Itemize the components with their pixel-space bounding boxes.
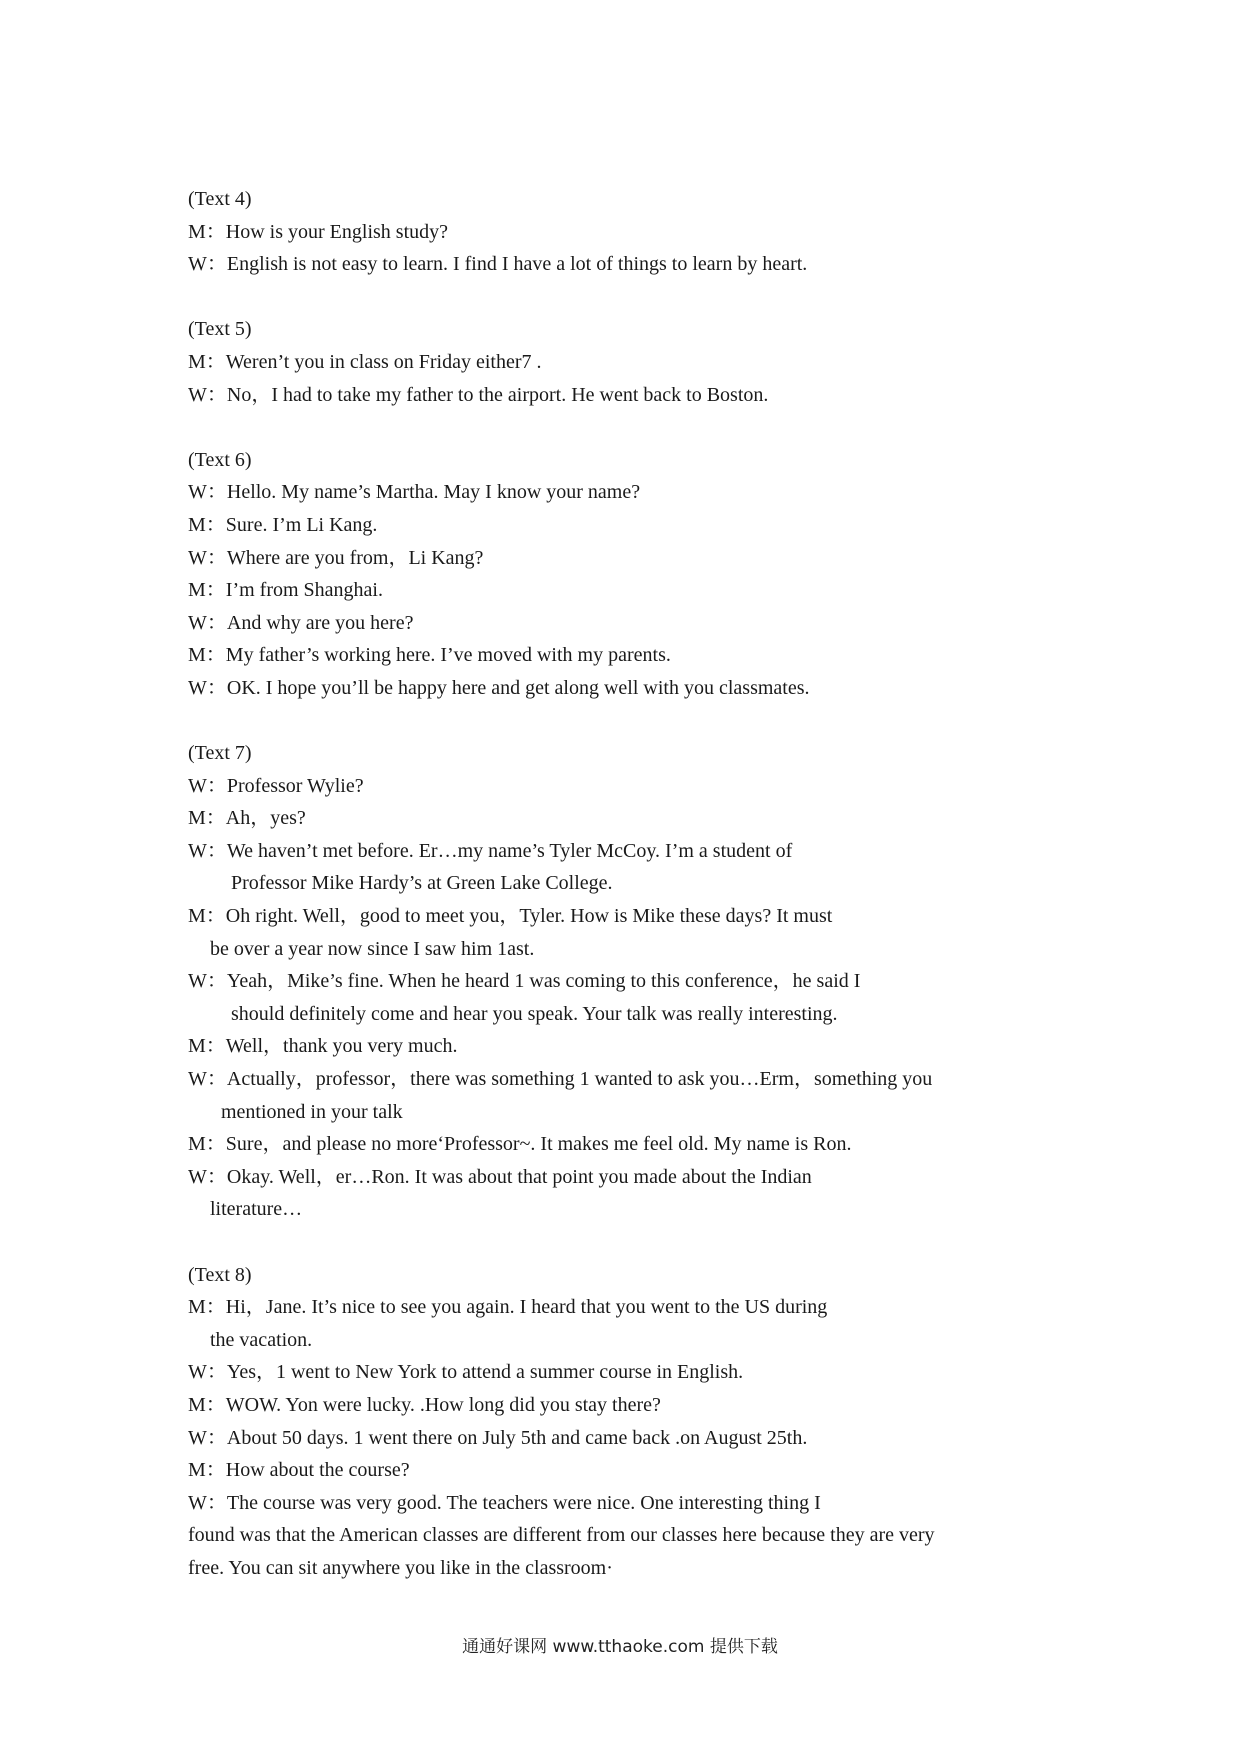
dialogue-line: W：Professor Wylie?: [188, 774, 364, 797]
dialogue-line: M：Well，thank you very much.: [188, 1035, 458, 1058]
dialogue-line: W：And why are you here?: [188, 611, 414, 634]
dialogue-line: W：Actually，professor，there was something 1 wanted to ask you…Erm，something you: [188, 1068, 933, 1091]
dialogue-line: M：How is your English study?: [188, 220, 448, 243]
dialogue-line: W：No，I had to take my father to the airport. He went back to Boston.: [188, 383, 769, 406]
dialogue-line: W：OK. I hope you’ll be happy here and get along well with you classmates.: [188, 676, 810, 699]
section-heading: (Text 7): [188, 742, 252, 765]
dialogue-line: W：About 50 days. 1 went there on July 5th and came back .on August 25th.: [188, 1426, 808, 1449]
dialogue-line: free. You can sit anywhere you like in the classroom·: [188, 1556, 613, 1579]
dialogue-line: W：Hello. My name’s Martha. May I know your name?: [188, 481, 641, 504]
dialogue-line: W：We haven’t met before. Er…my name’s Tyler McCoy. I’m a student of: [188, 839, 793, 862]
dialogue-line: M：Weren’t you in class on Friday either7 .: [188, 350, 542, 373]
section-heading: (Text 5): [188, 318, 252, 341]
dialogue-line: W：Yeah，Mike’s fine. When he heard 1 was coming to this conference，he said I: [188, 970, 861, 993]
page-footer: 通通好课网 www.tthaoke.com 提供下载: [462, 1637, 778, 1657]
dialogue-line: M：Hi，Jane. It’s nice to see you again. I heard that you went to the US during: [188, 1296, 828, 1319]
dialogue-line: W：English is not easy to learn. I find I have a lot of things to learn by heart.: [188, 253, 808, 276]
dialogue-line: M：My father’s working here. I’ve moved with my parents.: [188, 644, 671, 667]
dialogue-line: Professor Mike Hardy’s at Green Lake College.: [231, 872, 613, 895]
listening-transcript: [188, 183, 1048, 1585]
dialogue-line: mentioned in your talk: [221, 1100, 403, 1123]
dialogue-line: W：Okay. Well，er…Ron. It was about that point you made about the Indian: [188, 1165, 812, 1188]
section-heading: (Text 6): [188, 448, 252, 471]
dialogue-line: M：Sure，and please no more‘Professor~. It makes me feel old. My name is Ron.: [188, 1133, 852, 1156]
dialogue-line: M：I’m from Shanghai.: [188, 579, 383, 602]
section-heading: (Text 8): [188, 1263, 252, 1286]
dialogue-line: M：WOW. Yon were lucky. .How long did you stay there?: [188, 1393, 661, 1416]
dialogue-line: W：The course was very good. The teachers were nice. One interesting thing I: [188, 1491, 821, 1514]
dialogue-line: M：Sure. I’m Li Kang.: [188, 513, 378, 536]
dialogue-line: should definitely come and hear you speak. Your talk was really interesting.: [231, 1002, 838, 1025]
dialogue-line: W：Yes，1 went to New York to attend a summer course in English.: [188, 1361, 744, 1384]
section-heading: (Text 4): [188, 188, 252, 210]
dialogue-line: found was that the American classes are different from our classes here because they are very: [188, 1524, 935, 1547]
dialogue-line: M：How about the course?: [188, 1459, 410, 1482]
dialogue-line: be over a year now since I saw him 1ast.: [210, 937, 535, 960]
dialogue-line: the vacation.: [210, 1328, 313, 1351]
dialogue-line: M：Ah，yes?: [188, 807, 306, 830]
dialogue-line: M：Oh right. Well，good to meet you，Tyler. How is Mike these days? It must: [188, 905, 833, 928]
dialogue-line: literature…: [210, 1198, 303, 1221]
dialogue-line: W：Where are you from，Li Kang?: [188, 546, 484, 569]
